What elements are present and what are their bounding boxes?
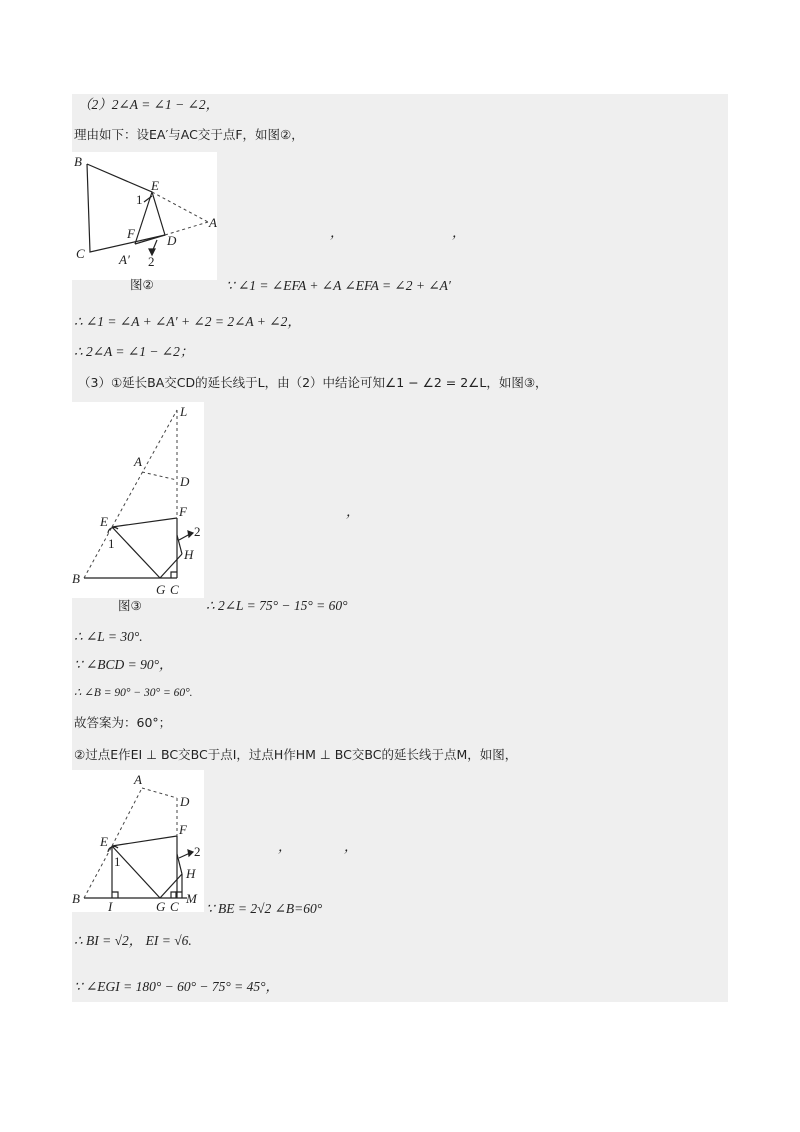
line-2L: ∴ 2∠L = 75° − 15° = 60°: [206, 598, 348, 613]
fig4-label-e: E: [100, 834, 108, 849]
fig4-label-1: 1: [114, 854, 121, 869]
segment-ef: [112, 518, 177, 527]
line-bcd: ∵ ∠BCD = 90°，: [74, 657, 173, 672]
fig3-label-g: G: [156, 582, 166, 597]
right-angle-c: [171, 572, 177, 578]
fig2-label-c: C: [76, 246, 85, 261]
fig3-label-c: C: [170, 582, 179, 597]
dashed-be: [84, 846, 112, 898]
fig2-label-b: B: [74, 154, 82, 169]
fig4-label-g: G: [156, 899, 166, 912]
line-L-value: ∴ ∠L = 30°.: [74, 629, 143, 644]
line-angle1-eq: ∵ ∠1 = ∠EFA + ∠A ∠EFA = ∠2 + ∠A′: [226, 278, 451, 293]
figure-4: [72, 770, 204, 912]
fig4-label-d: D: [180, 794, 190, 809]
right-angle-i: [112, 892, 118, 898]
segment-hf: [177, 535, 182, 554]
comma-2: ，: [346, 504, 360, 519]
fig4-label-a: A: [134, 772, 142, 787]
angle-1-mark: [144, 196, 152, 202]
line-angle1-sum: ∴ ∠1 = ∠A + ∠A′ + ∠2 = 2∠A + ∠2，: [74, 314, 301, 329]
fig2-label-2: 2: [148, 254, 155, 269]
figure-2-diagram: [72, 152, 217, 280]
fig3-label-l: L: [180, 404, 188, 419]
fig3-label-2: 2: [194, 524, 201, 539]
line-part2-conclusion: ∴ 2∠A = ∠1 − ∠2；: [74, 344, 194, 359]
segment-ef: [112, 836, 177, 846]
fig4-label-m: M: [186, 891, 197, 906]
figure-2-caption: 图②: [130, 277, 154, 292]
fig3-label-h: H: [184, 547, 194, 562]
fig4-label-f: F: [179, 822, 187, 837]
dashed-be: [84, 527, 112, 578]
fig2-label-e: E: [151, 178, 159, 193]
fig4-label-h: H: [186, 866, 196, 881]
dashed-ea: [112, 788, 142, 846]
fig4-label-b: B: [72, 891, 80, 906]
fig4-label-c: C: [170, 899, 179, 912]
line-bi-ei: ∴ BI = √2， EI = √6.: [74, 933, 192, 948]
line-reason-intro: 理由如下：设EA′与AC交于点F，如图②，: [74, 127, 304, 142]
line-answer: 故答案为：60°；: [74, 715, 172, 730]
dashed-ad: [142, 472, 177, 480]
fig4-label-i: I: [108, 899, 113, 912]
line-part3-intro: （3）①延长BA交CD的延长线于L，由（2）中结论可知∠1 − ∠2 = 2∠L，如图③，: [78, 375, 548, 390]
fig3-label-a: A: [134, 454, 142, 469]
fig3-label-f: F: [179, 504, 187, 519]
fig3-label-d: D: [180, 474, 190, 489]
fig3-label-b: B: [72, 571, 80, 586]
figure-4-diagram: [72, 770, 204, 912]
figure-3-caption: 图③: [118, 598, 142, 613]
fig2-label-a-prime: A′: [119, 252, 130, 267]
fig4-label-2: 2: [194, 844, 201, 859]
fig2-label-f: F: [127, 226, 135, 241]
fig3-label-e: E: [100, 514, 108, 529]
line-b-value: ∴ ∠B = 90° − 30° = 60°.: [74, 687, 193, 699]
fig2-label-1: 1: [136, 192, 143, 207]
line-be: ∵ BE = 2√2 ∠B=60°: [206, 901, 323, 916]
fig2-label-d: D: [167, 233, 177, 248]
fig2-label-a: A: [209, 215, 217, 230]
figure-3: [72, 402, 204, 598]
comma-1a: ，: [330, 225, 344, 240]
line-part3-2-intro: ②过点E作EI ⊥ BC交BC于点I，过点H作HM ⊥ BC交BC的延长线于点M，如图，: [74, 747, 518, 762]
segment-eg: [112, 527, 160, 578]
fig3-label-1: 1: [108, 536, 115, 551]
comma-3a: ，: [278, 839, 292, 854]
line-part2-claim: （2）2∠A = ∠1 − ∠2，: [78, 97, 220, 112]
dashed-ad: [142, 788, 177, 798]
arrow-2-head: [188, 850, 193, 856]
dashed-ea: [152, 192, 208, 222]
line-egi: ∵ ∠EGI = 180° − 60° − 75° = 45°，: [74, 979, 280, 994]
comma-3b: ，: [344, 839, 358, 854]
figure-2: [72, 152, 217, 280]
dashed-el: [112, 410, 177, 527]
segment-a-prime-d: [135, 235, 165, 244]
comma-1b: ，: [452, 225, 466, 240]
figure-3-diagram: [72, 402, 204, 598]
arrow-2-head: [188, 531, 193, 537]
